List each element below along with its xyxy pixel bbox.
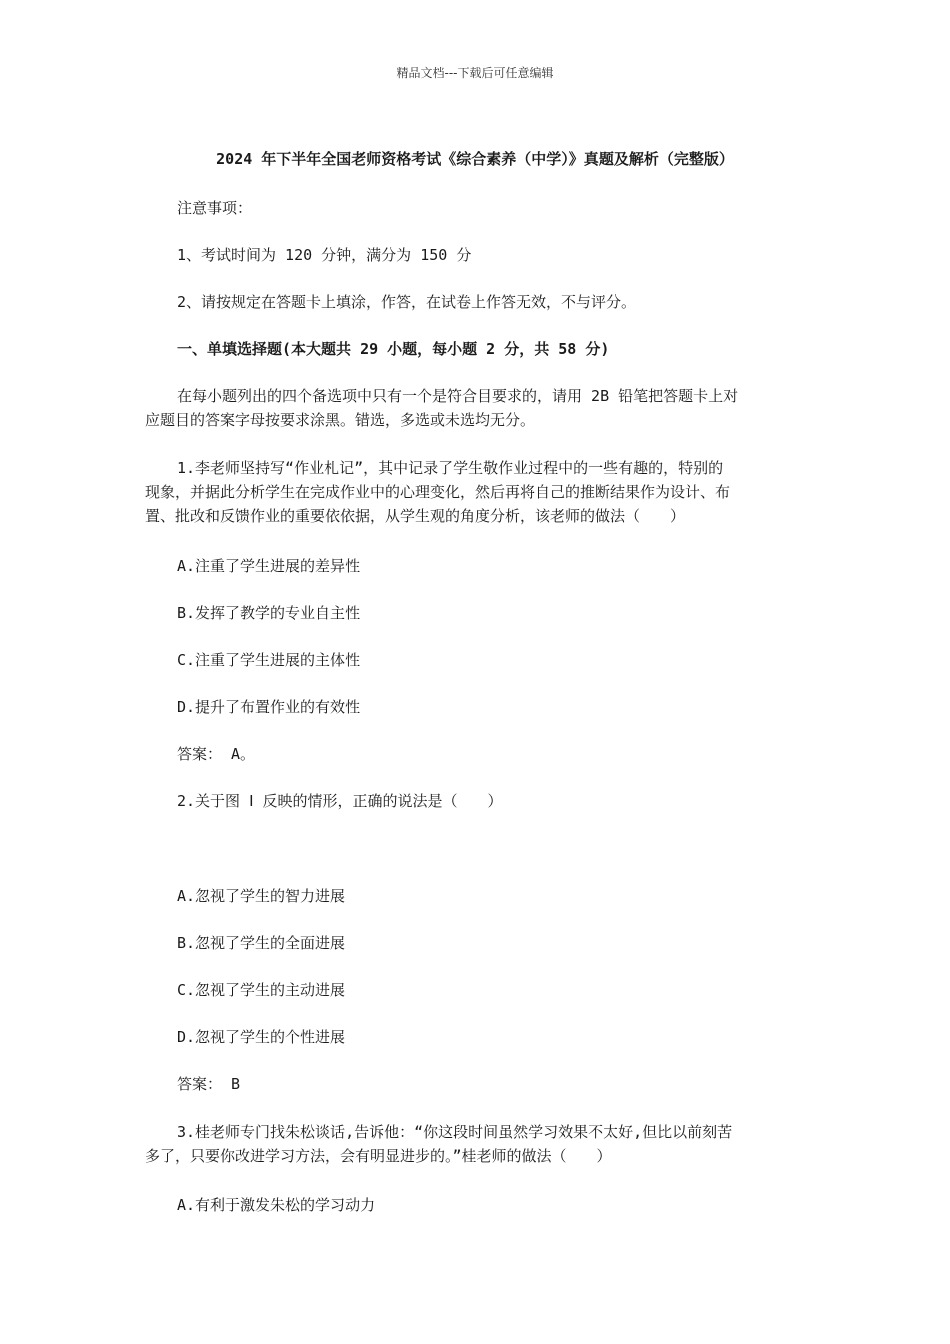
question-2-stem: 2.关于图 Ⅰ 反映的情形，正确的说法是（ ） — [177, 792, 503, 810]
question-stem-line: 置、批改和反馈作业的重要依依据，从学生观的角度分析，该老师的做法（ ） — [145, 507, 686, 525]
section-instructions-line: 在每小题列出的四个备选项中只有一个是符合目要求的，请用 2B 铅笔把答题卡上对 — [177, 387, 739, 405]
notice-item-2: 2、请按规定在答题卡上填涂，作答，在试卷上作答无效，不与评分。 — [177, 293, 637, 311]
notice-item-1: 1、考试时间为 120 分钟，满分为 150 分 — [177, 246, 472, 264]
document-title: 2024 年下半年全国老师资格考试《综合素养（中学）》真题及解析（完整版） — [216, 150, 734, 168]
section-heading: 一、单填选择题(本大题共 29 小题，每小题 2 分，共 58 分) — [177, 340, 610, 358]
question-2-option-d: D.忽视了学生的个性进展 — [177, 1028, 346, 1046]
question-1-answer: 答案： A。 — [177, 745, 256, 763]
question-1-option-c: C.注重了学生进展的主体性 — [177, 651, 361, 669]
question-2-option-a: A.忽视了学生的智力进展 — [177, 887, 346, 905]
question-2-option-c: C.忽视了学生的主动进展 — [177, 981, 346, 999]
question-3-option-a: A.有利于激发朱松的学习动力 — [177, 1196, 376, 1214]
question-1-option-b: B.发挥了教学的专业自主性 — [177, 604, 361, 622]
question-stem-line: 多了，只要你改进学习方法，会有明显进步的。”桂老师的做法（ ） — [145, 1147, 612, 1165]
notice-heading: 注意事项： — [177, 199, 253, 217]
question-1-option-d: D.提升了布置作业的有效性 — [177, 698, 361, 716]
question-3-stem — [145, 1120, 805, 1168]
question-stem-line: 现象，并据此分析学生在完成作业中的心理变化，然后再将自己的推断结果作为设计、布 — [145, 483, 731, 501]
question-1-stem — [145, 456, 805, 528]
page-header: 精品文档---下载后可任意编辑 — [396, 66, 554, 80]
section-instructions-line: 应题目的答案字母按要求涂黑。错选，多选或未选均无分。 — [145, 411, 536, 429]
question-2-answer: 答案： B — [177, 1075, 241, 1093]
question-stem-line: 3.桂老师专门找朱松谈话,告诉他：“你这段时间虽然学习效果不太好,但比以前刻苦 — [177, 1123, 733, 1141]
question-stem-line: 1.李老师坚持写“作业札记”，其中记录了学生敬作业过程中的一些有趣的，特别的 — [177, 459, 724, 477]
question-2-option-b: B.忽视了学生的全面进展 — [177, 934, 346, 952]
question-1-option-a: A.注重了学生进展的差异性 — [177, 557, 361, 575]
section-instructions — [145, 384, 805, 432]
